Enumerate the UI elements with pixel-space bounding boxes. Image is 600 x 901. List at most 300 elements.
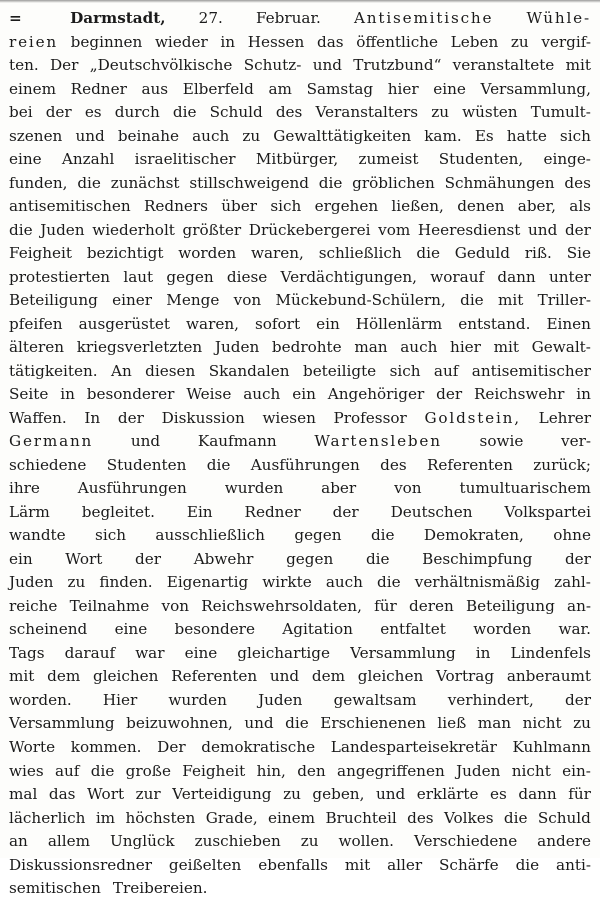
word: worden — [473, 620, 532, 639]
word: hatte — [506, 126, 547, 145]
text-line — [9, 618, 591, 642]
word: bei — [9, 103, 33, 122]
word: Skandalen — [208, 361, 290, 380]
dateline-dash: = — [9, 9, 22, 27]
word: vom — [378, 220, 411, 239]
text-line — [9, 854, 591, 878]
word: Ein — [186, 502, 213, 521]
word: Vortrag — [435, 667, 495, 686]
word: Redner — [244, 502, 301, 521]
word: verhindert, — [447, 690, 534, 709]
word: von — [233, 291, 262, 310]
word: die — [377, 573, 401, 592]
text-line — [9, 219, 591, 243]
word: sowie — [479, 432, 524, 451]
word: reiche — [9, 596, 58, 615]
word: verhältnismäßig — [414, 573, 540, 592]
word: eine — [114, 620, 148, 639]
word: kommen. — [70, 737, 142, 756]
word: Antisemitische — [354, 9, 494, 27]
word: mit — [565, 56, 591, 75]
word: Menge — [166, 291, 220, 310]
word: auch — [325, 573, 363, 592]
word: geißelten — [168, 855, 242, 874]
word: ver- — [561, 432, 591, 451]
word: in — [576, 385, 591, 404]
word: Verteidigung — [172, 785, 272, 804]
word: die — [77, 173, 101, 192]
word: Schuld — [209, 103, 263, 122]
word: zu — [431, 103, 449, 122]
word: wandte — [9, 526, 66, 545]
word: Sie — [566, 244, 591, 263]
word: wirkte — [262, 573, 312, 592]
word: die — [370, 526, 395, 545]
word: ihre — [9, 479, 40, 498]
word: Hessen — [247, 32, 305, 51]
word: Ausführungen — [77, 479, 187, 498]
word: Redner — [70, 79, 127, 98]
word: höchsten — [125, 808, 196, 827]
word: Goldstein, — [424, 408, 521, 427]
word: zurück; — [533, 455, 591, 474]
word: gegen — [166, 267, 214, 286]
word: ebenfalls — [258, 855, 328, 874]
word: von — [394, 479, 422, 498]
word: die — [285, 714, 309, 733]
word: von — [161, 596, 190, 615]
word: die — [365, 549, 390, 568]
word: für — [374, 596, 397, 615]
word: riß. — [524, 244, 552, 263]
word: mal — [9, 785, 38, 804]
word: dann — [518, 785, 557, 804]
word: in — [220, 32, 236, 51]
text-line — [9, 736, 591, 760]
word: szenen — [9, 126, 63, 145]
word: vergif- — [541, 32, 591, 51]
word: sich — [95, 526, 126, 545]
word: waren, — [250, 244, 304, 263]
word: schiedene — [9, 455, 87, 474]
text-line — [9, 807, 591, 831]
word: Diskussionsredner — [9, 855, 152, 874]
word: in — [475, 643, 491, 662]
word: zumeist — [358, 150, 419, 169]
word: ein- — [562, 761, 591, 780]
text-line — [9, 501, 591, 525]
article-body — [9, 7, 591, 901]
word: dem — [47, 667, 81, 686]
word: anberaumt — [506, 667, 591, 686]
text-line — [9, 172, 591, 196]
word: Germann — [9, 432, 94, 451]
word: Schmähungen — [444, 173, 555, 192]
word: in — [60, 385, 75, 404]
word: Beteiligung — [9, 291, 98, 310]
word: Juden — [9, 573, 54, 592]
text-line — [9, 571, 591, 595]
word: auf — [433, 361, 459, 380]
word: die — [172, 103, 197, 122]
word: Reichswehr — [474, 385, 565, 404]
word: Drückebergerei — [248, 220, 371, 239]
word: geben, — [312, 785, 365, 804]
word: Hier — [102, 690, 138, 709]
word: aber — [321, 479, 357, 498]
word: zur — [135, 785, 161, 804]
word: Mitbürger, — [255, 150, 339, 169]
word: Weise — [186, 385, 232, 404]
word: stillschweigend — [189, 173, 309, 192]
word: antisemitischen — [9, 197, 131, 216]
word: Erschienenen — [320, 714, 426, 733]
word: schließlich — [318, 244, 402, 263]
word: Referenten — [171, 667, 258, 686]
word: zahl- — [554, 573, 591, 592]
word: die — [503, 808, 528, 827]
word: darauf — [64, 643, 116, 662]
text-line — [9, 712, 591, 736]
word: ein — [9, 549, 33, 568]
word: Eigenartig — [166, 573, 249, 592]
text-line — [9, 689, 591, 713]
word: Der — [49, 56, 79, 75]
word: Kuhlmann — [512, 737, 591, 756]
word: finden. — [99, 573, 153, 592]
text-line — [9, 642, 591, 666]
word: durch — [114, 103, 160, 122]
word: angegriffenen — [337, 761, 445, 780]
word: erklärte — [416, 785, 479, 804]
word: zu — [67, 573, 86, 592]
text-line — [9, 148, 591, 172]
word: ohne — [553, 526, 591, 545]
word: Teilnahme — [69, 596, 150, 615]
word: am — [268, 79, 292, 98]
word: Waffen. — [9, 408, 67, 427]
text-line — [9, 78, 591, 102]
word: Studenten, — [438, 150, 524, 169]
word: allem — [47, 832, 90, 851]
word: der — [45, 103, 72, 122]
word: besondere — [174, 620, 255, 639]
word: wies — [9, 761, 44, 780]
text-line — [9, 289, 591, 313]
word: andere — [537, 832, 591, 851]
word: hier — [387, 79, 419, 98]
word: anti- — [556, 855, 591, 874]
text-line — [9, 665, 591, 689]
word: Volkspartei — [504, 502, 591, 521]
word: deren — [409, 596, 454, 615]
word: des — [380, 455, 407, 474]
word: es — [490, 785, 507, 804]
word: Agitation — [282, 620, 353, 639]
word: älteren — [9, 338, 65, 357]
word: „Deutschvölkische — [89, 56, 233, 75]
word: Veranstalters — [315, 103, 419, 122]
word: zu — [510, 32, 529, 51]
text-line — [9, 383, 591, 407]
text-line — [9, 430, 591, 454]
word: wurden — [224, 479, 284, 498]
word: Schutz- — [243, 56, 302, 75]
word: Worte — [9, 737, 56, 756]
word: Wühle- — [526, 9, 591, 27]
word: des — [407, 808, 434, 827]
word: Elberfeld — [182, 79, 254, 98]
word: Verschiedene — [413, 832, 518, 851]
word: Triller- — [537, 291, 591, 310]
word: entfaltet — [380, 620, 446, 639]
text-line — [9, 313, 591, 337]
word: bezichtigt — [86, 244, 164, 263]
word: sich — [389, 361, 421, 380]
word: Bruchteil — [325, 808, 397, 827]
word: gröblichen — [352, 173, 435, 192]
word: für — [568, 785, 591, 804]
word: beginnen — [70, 32, 143, 51]
word: hin, — [256, 761, 286, 780]
word: einge- — [543, 150, 591, 169]
word: Ausführungen — [250, 455, 360, 474]
word: semitischen — [9, 879, 101, 898]
word: die — [515, 855, 540, 874]
word: sich — [559, 126, 591, 145]
word: Darmstadt, — [70, 9, 166, 27]
word: ließ — [437, 714, 467, 733]
word: wiesen — [262, 408, 316, 427]
word: die — [90, 761, 115, 780]
word: ausschließlich — [155, 526, 265, 545]
word: einer — [112, 291, 152, 310]
word: das — [48, 785, 76, 804]
word: In — [84, 408, 101, 427]
word: an — [9, 832, 28, 851]
word: größter — [182, 220, 242, 239]
word: Seite — [9, 385, 49, 404]
word: die — [9, 220, 33, 239]
word: es — [84, 103, 102, 122]
word: mit — [497, 291, 524, 310]
word: zu — [300, 832, 319, 851]
word: der — [135, 549, 162, 568]
text-line — [9, 101, 591, 125]
word: war — [135, 643, 165, 662]
word: ließen, — [391, 197, 444, 216]
word: Anzahl — [61, 150, 115, 169]
word: Landesparteisekretär — [330, 737, 497, 756]
word: Einen — [546, 314, 591, 333]
word: und — [130, 432, 161, 451]
text-line — [9, 54, 591, 78]
word: Leben — [450, 32, 499, 51]
word: Heeresdienst — [417, 220, 521, 239]
word: auch — [192, 126, 230, 145]
text-line — [9, 830, 591, 854]
word: ein — [316, 314, 340, 333]
word: Schuld — [537, 808, 591, 827]
word: mit — [9, 667, 35, 686]
word: dem — [311, 667, 346, 686]
word: Juden — [214, 338, 260, 357]
word: beizuwohnen, — [126, 714, 233, 733]
text-line — [9, 125, 591, 149]
word: beinahe — [117, 126, 180, 145]
word: Verdächtigungen, — [280, 267, 417, 286]
text-line — [9, 454, 591, 478]
word: an- — [567, 596, 591, 615]
word: wurden — [168, 690, 227, 709]
word: und — [528, 220, 558, 239]
word: Redners — [143, 197, 208, 216]
word: einem — [9, 79, 57, 98]
text-line — [9, 548, 591, 572]
word: im — [95, 808, 116, 827]
word: Juden — [40, 220, 85, 239]
word: Lindenfels — [510, 643, 591, 662]
word: zunächst — [110, 173, 180, 192]
word: begleitet. — [81, 502, 155, 521]
word: wüsten — [462, 103, 518, 122]
word: Versammlung — [350, 643, 456, 662]
word: des — [564, 173, 591, 192]
word: der — [332, 502, 359, 521]
word: sofort — [254, 314, 301, 333]
word: öffentliche — [356, 32, 438, 51]
word: mit — [344, 855, 371, 874]
clipping-top-edge — [0, 0, 600, 3]
word: ergehen — [314, 197, 379, 216]
word: scheinend — [9, 620, 88, 639]
word: beteiligte — [302, 361, 377, 380]
text-line — [9, 595, 591, 619]
word: gleichartige — [237, 643, 330, 662]
word: tumultuarischem — [459, 479, 591, 498]
word: des — [275, 103, 303, 122]
word: der — [117, 408, 144, 427]
word: Wort — [86, 785, 125, 804]
word: aber, — [517, 197, 556, 216]
word: Höllenlärm — [355, 314, 443, 333]
word: denen — [457, 197, 505, 216]
word: ausgerüstet — [78, 314, 170, 333]
word: man — [354, 338, 388, 357]
word: Treibereien. — [112, 879, 208, 898]
word: Gewalttätigkeiten — [273, 126, 412, 145]
word: Referenten — [427, 455, 513, 474]
text-line — [9, 407, 591, 431]
text-line — [9, 524, 591, 548]
word: protestierten — [9, 267, 111, 286]
word: über — [221, 197, 258, 216]
word: ein — [292, 385, 316, 404]
word: einem — [268, 808, 316, 827]
word: gegen — [294, 526, 342, 545]
word: reien — [9, 32, 58, 51]
word: Gewalt- — [531, 338, 591, 357]
word: Samstag — [306, 79, 374, 98]
word: auf — [54, 761, 80, 780]
word: gleichen — [357, 667, 424, 686]
word: und — [244, 714, 274, 733]
word: wieder — [154, 32, 208, 51]
word: sich — [270, 197, 302, 216]
word: und — [75, 126, 105, 145]
word: Deutschen — [390, 502, 473, 521]
word: die — [416, 244, 440, 263]
word: Schärfe — [439, 855, 499, 874]
text-line — [9, 477, 591, 501]
word: Beteiligung — [465, 596, 555, 615]
word: Demokraten, — [423, 526, 524, 545]
word: Tags — [9, 643, 45, 662]
word: aus — [141, 79, 169, 98]
word: Diskussion — [161, 408, 245, 427]
word: der — [436, 385, 463, 404]
word: Trutzbund“ — [353, 56, 442, 75]
word: kam. — [424, 126, 462, 145]
word: An — [111, 361, 132, 380]
word: worden. — [9, 690, 72, 709]
word: laut — [123, 267, 154, 286]
word: auch — [400, 338, 438, 357]
word: Es — [474, 126, 494, 145]
word: Feigheit — [182, 761, 246, 780]
word: und — [312, 56, 342, 75]
word: Abwehr — [193, 549, 254, 568]
word: lächerlich — [9, 808, 86, 827]
text-line — [9, 783, 591, 807]
text-line — [9, 266, 591, 290]
word: die — [460, 291, 484, 310]
text-line — [9, 336, 591, 360]
word: tätigkeiten. — [9, 361, 98, 380]
word: nicht — [511, 761, 551, 780]
word: israelitischer — [134, 150, 236, 169]
text-line — [9, 760, 591, 784]
word: als — [569, 197, 591, 216]
word: Grade, — [205, 808, 258, 827]
word: eine — [184, 643, 218, 662]
word: eine — [9, 150, 42, 169]
text-line — [9, 195, 591, 219]
text-line — [9, 242, 591, 266]
text-line — [9, 31, 591, 55]
word: wiederholt — [92, 220, 175, 239]
word: worden — [178, 244, 237, 263]
word: gleichen — [92, 667, 159, 686]
word: Juden — [258, 690, 303, 709]
word: mit — [493, 338, 519, 357]
word: Versammlung — [9, 714, 115, 733]
word: Beschimpfung — [422, 549, 533, 568]
word: und — [375, 785, 406, 804]
word: Unglück — [109, 832, 175, 851]
word: antisemitischer — [471, 361, 591, 380]
word: Versammlung, — [480, 79, 591, 98]
word: aller — [387, 855, 423, 874]
word: Februar. — [255, 9, 321, 27]
word: das — [316, 32, 344, 51]
word: worauf — [430, 267, 485, 286]
word: hier — [450, 338, 481, 357]
word: Tumult- — [530, 103, 591, 122]
word: veranstaltete — [452, 56, 555, 75]
word: diesen — [145, 361, 196, 380]
text-line — [9, 877, 591, 901]
